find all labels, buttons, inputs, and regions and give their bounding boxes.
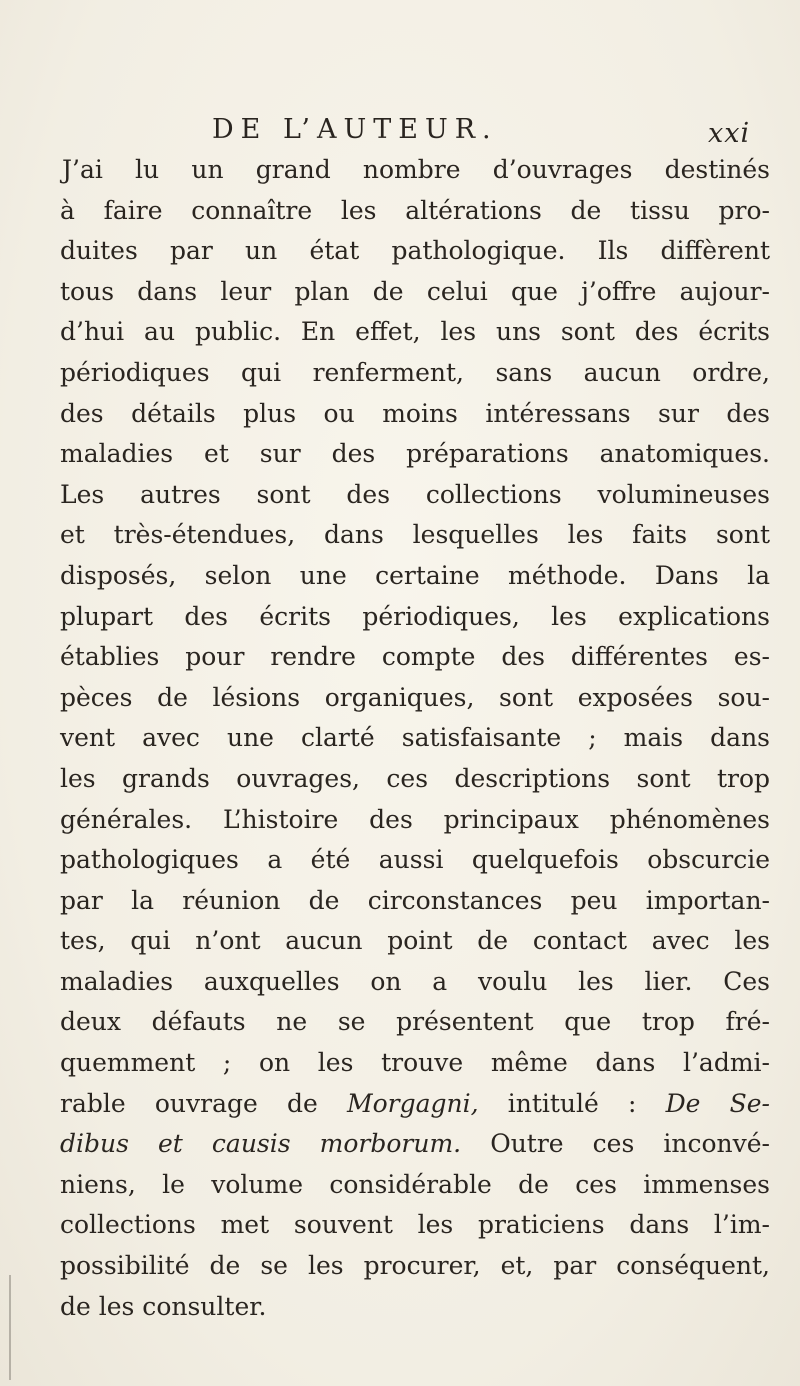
text-line: possibilité de se les procurer, et, par conséquent, xyxy=(60,1251,770,1281)
work-title-end: dibus et causis morborum. xyxy=(60,1129,462,1159)
text-line: pathologiques a été aussi quelquefois obscurcie xyxy=(60,845,770,875)
text-segment: rable ouvrage de xyxy=(60,1088,347,1118)
text-line: disposés, selon une certaine méthode. Dans la xyxy=(60,560,770,590)
text-line: périodiques qui renferment, sans aucun ordre, xyxy=(60,357,770,387)
page-header xyxy=(0,110,800,150)
work-title-start: De Se- xyxy=(665,1088,771,1118)
text-line: quemment ; on les trouve même dans l’admi- xyxy=(60,1048,770,1078)
text-line: de les consulter. xyxy=(60,1291,267,1321)
text-line: des détails plus ou moins intéressans sur des xyxy=(60,398,770,428)
text-line: Les autres sont des collections volumineuses xyxy=(60,479,770,509)
text-line: générales. L’histoire des principaux phénomènes xyxy=(60,804,770,834)
text-line: duites par un état pathologique. Ils diffèrent xyxy=(60,236,770,266)
text-line: à faire connaître les altérations de tissu pro- xyxy=(60,195,770,225)
text-line: vent avec une clarté satisfaisante ; mais dans xyxy=(60,723,770,753)
text-line: tous dans leur plan de celui que j’offre aujour- xyxy=(60,276,770,306)
text-line: pèces de lésions organiques, sont exposées sou- xyxy=(60,682,770,712)
text-line: deux défauts ne se présentent que trop fré- xyxy=(60,1007,770,1037)
text-line-with-citation xyxy=(60,1124,770,1165)
text-line: maladies et sur des préparations anatomiques. xyxy=(60,439,770,469)
text-line: plupart des écrits périodiques, les explications xyxy=(60,601,770,631)
text-line: collections met souvent les praticiens dans l’im- xyxy=(60,1210,770,1240)
text-line: les grands ouvrages, ces descriptions sont trop xyxy=(60,763,770,793)
text-line: d’hui au public. En effet, les uns sont des écrits xyxy=(60,317,770,347)
author-name: Morgagni, xyxy=(346,1088,479,1118)
page-edge-mark xyxy=(9,1275,11,1380)
text-line: établies pour rendre compte des différentes es- xyxy=(60,642,770,672)
text-line: tes, qui n’ont aucun point de contact avec les xyxy=(60,926,770,956)
text-line: maladies auxquelles on a voulu les lier. Ces xyxy=(60,966,770,996)
text-line: niens, le volume considérable de ces immenses xyxy=(60,1169,770,1199)
page-number: xxi xyxy=(708,118,751,149)
text-line-with-citation xyxy=(60,1084,770,1125)
text-segment: Outre ces inconvé- xyxy=(461,1129,770,1159)
running-title: DE L’AUTEUR. xyxy=(212,114,498,145)
text-line: J’ai lu un grand nombre d’ouvrages destinés xyxy=(62,155,770,184)
body-paragraph xyxy=(60,150,770,1327)
text-line: par la réunion de circonstances peu importan- xyxy=(60,885,770,915)
text-line: et très-étendues, dans lesquelles les faits sont xyxy=(60,520,770,550)
text-segment: intitulé : xyxy=(478,1088,666,1118)
